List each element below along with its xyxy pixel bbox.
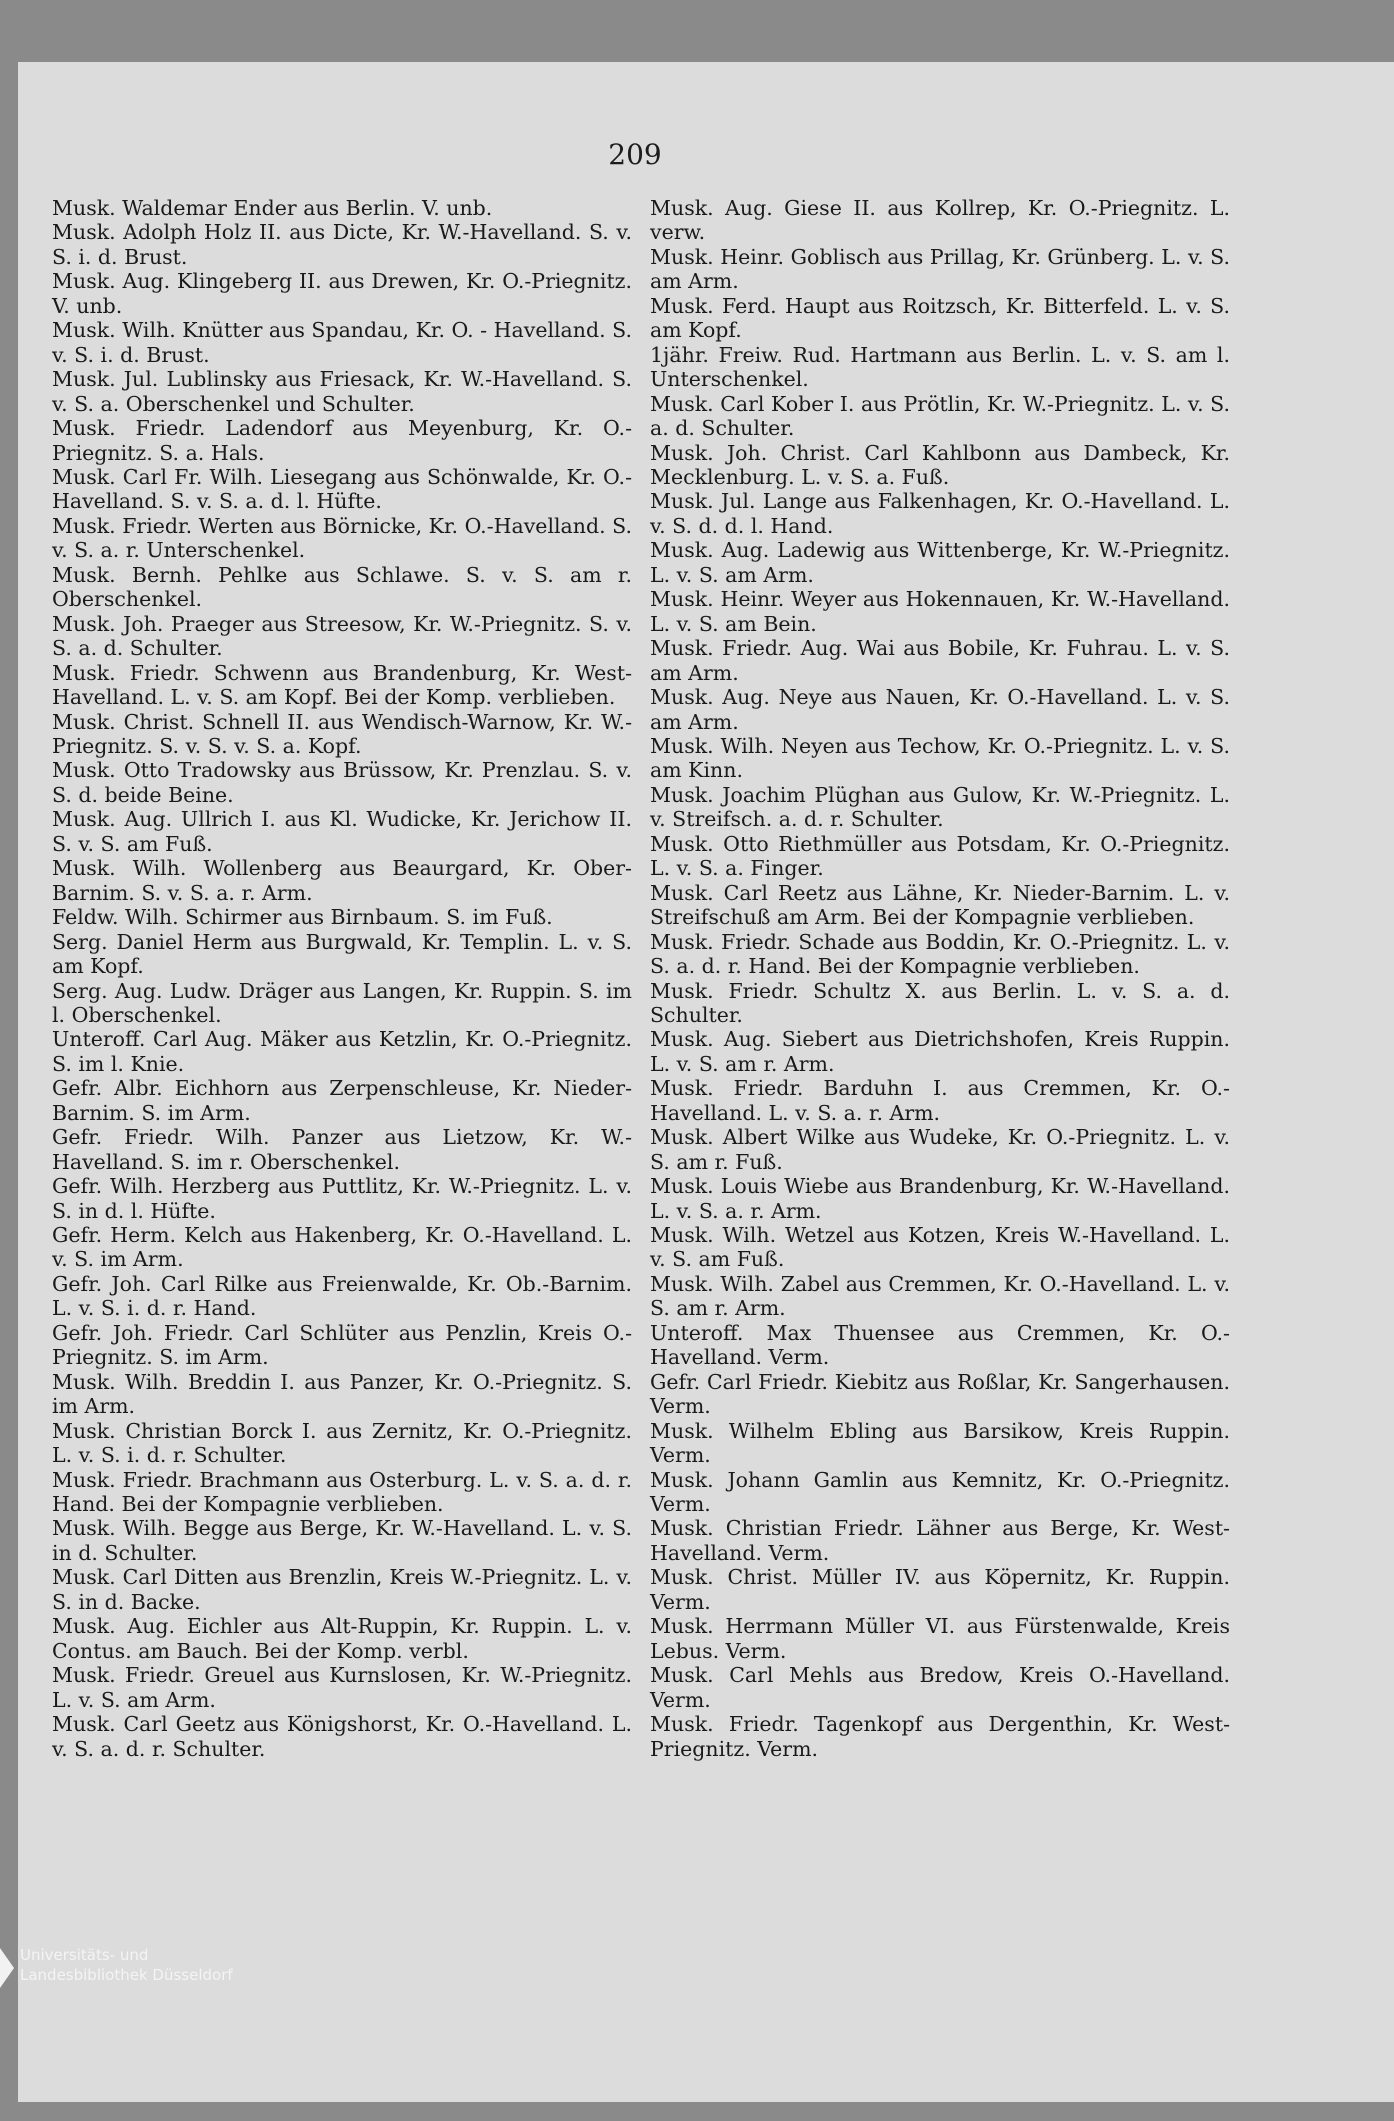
casualty-entry: Musk. Wilh. Begge aus Berge, Kr. W.-Havelland. L. v. S. in d. Schulter. bbox=[52, 1516, 632, 1565]
casualty-entry: Musk. Carl Ditten aus Brenzlin, Kreis W.-Priegnitz. L. v. S. in d. Backe. bbox=[52, 1565, 632, 1614]
casualty-entry: 1jähr. Freiw. Rud. Hartmann aus Berlin. L. v. S. am l. Unterschenkel. bbox=[650, 342, 1230, 392]
casualty-entry: Musk. Heinr. Goblisch aus Prillag, Kr. Grünberg. L. v. S. am Arm. bbox=[650, 244, 1230, 294]
casualty-entry: Musk. Aug. Eichler aus Alt-Ruppin, Kr. Ruppin. L. v. Contus. am Bauch. Bei der Komp. verbl. bbox=[52, 1614, 632, 1663]
casualty-entry: Musk. Otto Riethmüller aus Potsdam, Kr. O.-Priegnitz. L. v. S. a. Finger. bbox=[650, 831, 1230, 881]
casualty-entry: Musk. Wilh. Knütter aus Spandau, Kr. O. - Havelland. S. v. S. i. d. Brust. bbox=[52, 318, 632, 367]
right-column bbox=[650, 196, 1230, 1761]
casualty-entry: Musk. Aug. Giese II. aus Kollrep, Kr. O.-Priegnitz. L. verw. bbox=[650, 196, 1230, 245]
casualty-entry: Gefr. Wilh. Herzberg aus Puttlitz, Kr. W.-Priegnitz. L. v. S. in d. l. Hüfte. bbox=[52, 1174, 632, 1223]
casualty-entry: Musk. Wilh. Zabel aus Cremmen, Kr. O.-Havelland. L. v. S. am r. Arm. bbox=[650, 1271, 1230, 1321]
casualty-entry: Musk. Friedr. Greuel aus Kurnslosen, Kr. W.-Priegnitz. L. v. S. am Arm. bbox=[52, 1663, 632, 1712]
casualty-entry: Musk. Wilh. Wollenberg aus Beaurgard, Kr. Ober-Barnim. S. v. S. a. r. Arm. bbox=[52, 856, 632, 905]
casualty-entry: Musk. Christ. Schnell II. aus Wendisch-Warnow, Kr. W.-Priegnitz. S. v. S. v. S. a. Kopf. bbox=[52, 709, 632, 758]
casualty-entry: Musk. Friedr. Schwenn aus Brandenburg, Kr. West-Havelland. L. v. S. am Kopf. Bei der Komp. verblieben. bbox=[52, 660, 632, 710]
casualty-entry: Feldw. Wilh. Schirmer aus Birnbaum. S. im Fuß. bbox=[52, 905, 553, 930]
casualty-entry: Musk. Heinr. Weyer aus Hokennauen, Kr. W.-Havelland. L. v. S. am Bein. bbox=[650, 587, 1230, 636]
casualty-entry: Musk. Carl Fr. Wilh. Liesegang aus Schönwalde, Kr. O.-Havelland. S. v. S. a. d. l. Hüfte. bbox=[52, 464, 632, 514]
casualty-entry: Musk. Aug. Neye aus Nauen, Kr. O.-Havelland. L. v. S. am Arm. bbox=[650, 685, 1230, 734]
library-watermark bbox=[0, 1944, 260, 2000]
casualty-entry: Musk. Louis Wiebe aus Brandenburg, Kr. W.-Havelland. L. v. S. a. r. Arm. bbox=[650, 1174, 1230, 1223]
casualty-entry: Musk. Aug. Ladewig aus Wittenberge, Kr. W.-Priegnitz. L. v. S. am Arm. bbox=[650, 538, 1230, 587]
casualty-entry: Musk. Friedr. Ladendorf aus Meyenburg, Kr. O.-Priegnitz. S. a. Hals. bbox=[52, 416, 632, 465]
casualty-entry: Unteroff. Carl Aug. Mäker aus Ketzlin, Kr. O.-Priegnitz. S. im l. Knie. bbox=[52, 1027, 632, 1076]
casualty-entry: Musk. Wilh. Breddin I. aus Panzer, Kr. O.-Priegnitz. S. im Arm. bbox=[52, 1369, 632, 1419]
casualty-entry: Musk. Bernh. Pehlke aus Schlawe. S. v. S. am r. Oberschenkel. bbox=[52, 562, 632, 612]
casualty-entry: Musk. Aug. Siebert aus Dietrichshofen, Kreis Ruppin. L. v. S. am r. Arm. bbox=[650, 1027, 1230, 1076]
casualty-entry: Unteroff. Max Thuensee aus Cremmen, Kr. O.-Havelland. Verm. bbox=[650, 1320, 1230, 1370]
casualty-entry: Musk. Christian Friedr. Lähner aus Berge, Kr. West-Havelland. Verm. bbox=[650, 1516, 1230, 1565]
casualty-entry: Musk. Adolph Holz II. aus Dicte, Kr. W.-Havelland. S. v. S. i. d. Brust. bbox=[52, 220, 632, 269]
footer-line-2: Landesbibliothek Düsseldorf bbox=[20, 1966, 233, 1984]
casualty-entry: Musk. Friedr. Tagenkopf aus Dergenthin, Kr. West-Priegnitz. Verm. bbox=[650, 1712, 1230, 1761]
casualty-entry: Gefr. Joh. Carl Rilke aus Freienwalde, Kr. Ob.-Barnim. L. v. S. i. d. r. Hand. bbox=[52, 1271, 632, 1321]
casualty-entry: Serg. Aug. Ludw. Dräger aus Langen, Kr. Ruppin. S. im l. Oberschenkel. bbox=[52, 978, 632, 1027]
casualty-entry: Musk. Christian Borck I. aus Zernitz, Kr. O.-Priegnitz. L. v. S. i. d. r. Schulter. bbox=[52, 1418, 632, 1468]
casualty-entry: Musk. Jul. Lange aus Falkenhagen, Kr. O.-Havelland. L. v. S. d. d. l. Hand. bbox=[650, 489, 1230, 538]
casualty-entry: Musk. Wilh. Neyen aus Techow, Kr. O.-Priegnitz. L. v. S. am Kinn. bbox=[650, 733, 1230, 783]
casualty-entry: Gefr. Carl Friedr. Kiebitz aus Roßlar, Kr. Sangerhausen. Verm. bbox=[650, 1369, 1230, 1419]
casualty-entry: Musk. Carl Geetz aus Königshorst, Kr. O.-Havelland. L. v. S. a. d. r. Schulter. bbox=[52, 1712, 632, 1761]
casualty-entry: Musk. Ferd. Haupt aus Roitzsch, Kr. Bitterfeld. L. v. S. am Kopf. bbox=[650, 293, 1230, 343]
casualty-entry: Musk. Herrmann Müller VI. aus Fürstenwalde, Kreis Lebus. Verm. bbox=[650, 1614, 1230, 1663]
casualty-entry: Musk. Christ. Müller IV. aus Köpernitz, Kr. Ruppin. Verm. bbox=[650, 1565, 1230, 1614]
casualty-entry: Musk. Friedr. Brachmann aus Osterburg. L. v. S. a. d. r. Hand. Bei der Kompagnie verblieben. bbox=[52, 1467, 632, 1517]
casualty-entry: Musk. Friedr. Barduhn I. aus Cremmen, Kr. O.-Havelland. L. v. S. a. r. Arm. bbox=[650, 1076, 1230, 1125]
casualty-entry: Musk. Jul. Lublinsky aus Friesack, Kr. W.-Havelland. S. v. S. a. Oberschenkel und Schulter. bbox=[52, 367, 632, 416]
casualty-entry: Musk. Carl Reetz aus Lähne, Kr. Nieder-Barnim. L. v. Streifschuß am Arm. Bei der Kompagnie verblieben. bbox=[650, 880, 1230, 930]
casualty-entry: Musk. Wilhelm Ebling aus Barsikow, Kreis Ruppin. Verm. bbox=[650, 1418, 1230, 1468]
casualty-entry: Musk. Johann Gamlin aus Kemnitz, Kr. O.-Priegnitz. Verm. bbox=[650, 1467, 1230, 1517]
casualty-entry: Musk. Albert Wilke aus Wudeke, Kr. O.-Priegnitz. L. v. S. am r. Fuß. bbox=[650, 1125, 1230, 1174]
casualty-entry: Gefr. Joh. Friedr. Carl Schlüter aus Penzlin, Kreis O.-Priegnitz. S. im Arm. bbox=[52, 1320, 632, 1370]
page-number: 209 bbox=[608, 138, 662, 171]
casualty-entry: Serg. Daniel Herm aus Burgwald, Kr. Templin. L. v. S. am Kopf. bbox=[52, 929, 632, 979]
casualty-entry: Musk. Joachim Plüghan aus Gulow, Kr. W.-Priegnitz. L. v. Streifsch. a. d. r. Schulter. bbox=[650, 782, 1230, 832]
casualty-entry: Musk. Aug. Klingeberg II. aus Drewen, Kr. O.-Priegnitz. V. unb. bbox=[52, 269, 632, 318]
left-column bbox=[52, 196, 632, 1761]
casualty-entry: Musk. Friedr. Aug. Wai aus Bobile, Kr. Fuhrau. L. v. S. am Arm. bbox=[650, 636, 1230, 685]
footer-line-1: Universitäts- und bbox=[20, 1946, 149, 1964]
casualty-entry: Musk. Carl Kober I. aus Prötlin, Kr. W.-Priegnitz. L. v. S. a. d. Schulter. bbox=[650, 391, 1230, 441]
casualty-entry: Musk. Aug. Ullrich I. aus Kl. Wudicke, Kr. Jerichow II. S. v. S. am Fuß. bbox=[52, 807, 632, 856]
casualty-entry: Musk. Friedr. Schade aus Boddin, Kr. O.-Priegnitz. L. v. S. a. d. r. Hand. Bei der Kompagnie verblieben. bbox=[650, 929, 1230, 979]
casualty-entry: Musk. Wilh. Wetzel aus Kotzen, Kreis W.-Havelland. L. v. S. am Fuß. bbox=[650, 1223, 1230, 1272]
casualty-entry: Gefr. Herm. Kelch aus Hakenberg, Kr. O.-Havelland. L. v. S. im Arm. bbox=[52, 1223, 632, 1272]
casualty-entry: Gefr. Friedr. Wilh. Panzer aus Lietzow, Kr. W.-Havelland. S. im r. Oberschenkel. bbox=[52, 1125, 632, 1174]
casualty-entry: Musk. Friedr. Werten aus Börnicke, Kr. O.-Havelland. S. v. S. a. r. Unterschenkel. bbox=[52, 513, 632, 563]
casualty-entry: Gefr. Albr. Eichhorn aus Zerpenschleuse, Kr. Nieder-Barnim. S. im Arm. bbox=[52, 1076, 632, 1125]
casualty-entry: Musk. Otto Tradowsky aus Brüssow, Kr. Prenzlau. S. v. S. d. beide Beine. bbox=[52, 758, 632, 807]
casualty-entry: Musk. Joh. Praeger aus Streesow, Kr. W.-Priegnitz. S. v. S. a. d. Schulter. bbox=[52, 611, 632, 661]
casualty-entry: Musk. Joh. Christ. Carl Kahlbonn aus Dambeck, Kr. Mecklenburg. L. v. S. a. Fuß. bbox=[650, 440, 1230, 489]
casualty-entry: Musk. Waldemar Ender aus Berlin. V. unb. bbox=[52, 196, 493, 220]
casualty-entry: Musk. Friedr. Schultz X. aus Berlin. L. v. S. a. d. Schulter. bbox=[650, 978, 1230, 1027]
library-logo-icon bbox=[0, 1948, 14, 1988]
casualty-entry: Musk. Carl Mehls aus Bredow, Kreis O.-Havelland. Verm. bbox=[650, 1663, 1230, 1712]
